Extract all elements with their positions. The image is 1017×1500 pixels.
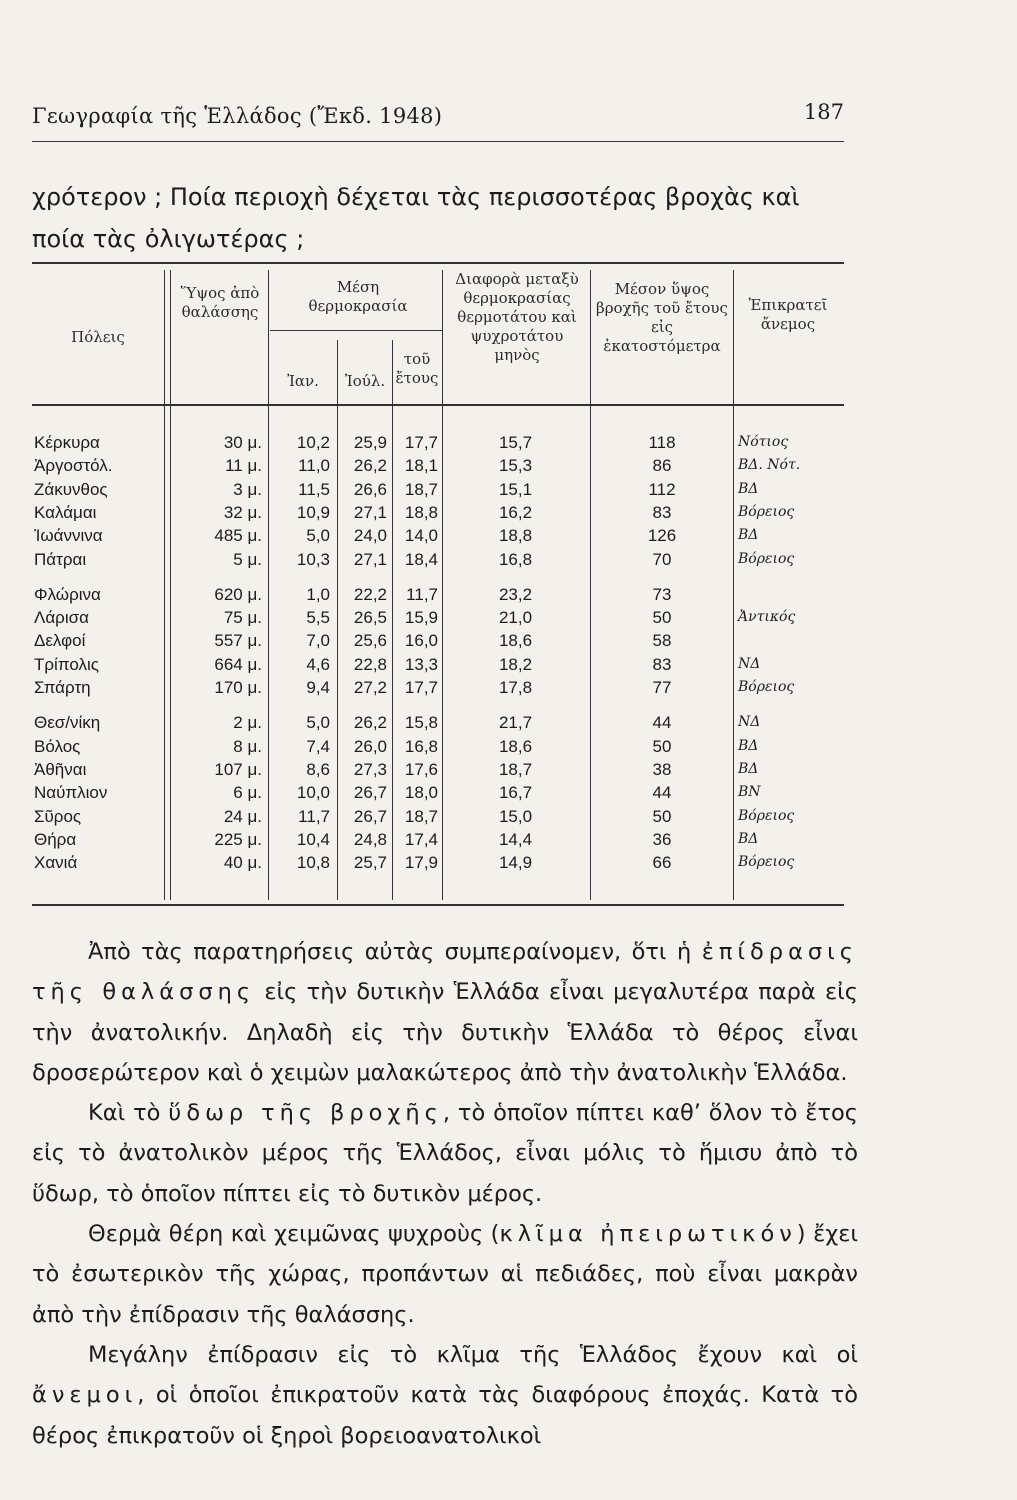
cell-wind: ΒΔ bbox=[738, 830, 759, 847]
col-divider-1b bbox=[170, 270, 171, 900]
cell-jul: 26,2 bbox=[353, 713, 387, 733]
cell-alt: 620 μ. bbox=[214, 584, 262, 604]
cell-diff: 14,9 bbox=[498, 853, 533, 873]
cell-rain: 66 bbox=[652, 853, 672, 873]
paragraph-2 bbox=[32, 1093, 858, 1214]
cell-jan: 7,4 bbox=[306, 736, 330, 756]
page-number: 187 bbox=[803, 100, 844, 124]
cell-year: 18,0 bbox=[404, 783, 438, 803]
cell-jul: 27,2 bbox=[353, 678, 387, 697]
cell-jul: 25,9 bbox=[353, 433, 387, 452]
cell-rain: 83 bbox=[652, 502, 672, 522]
cell-jul: 27,3 bbox=[353, 759, 387, 779]
cell-diff: 18,8 bbox=[498, 526, 533, 546]
cell-jan: 7,0 bbox=[306, 631, 330, 651]
col-divider-7 bbox=[733, 270, 734, 900]
cell-diff: 16,8 bbox=[498, 549, 533, 569]
cell-city: Ἰωάννινα bbox=[34, 526, 103, 546]
cell-wind: ΒΝ bbox=[738, 784, 761, 801]
cell-year: 16,8 bbox=[404, 736, 438, 756]
cell-alt: 2 μ. bbox=[233, 713, 262, 733]
cell-rain: 36 bbox=[652, 829, 672, 849]
cell-year: 18,1 bbox=[404, 456, 438, 476]
cell-diff: 18,6 bbox=[498, 736, 533, 756]
cell-wind: Βόρειος bbox=[738, 503, 795, 520]
cell-alt: 3 μ. bbox=[233, 479, 262, 499]
cell-jan: 10,0 bbox=[296, 783, 330, 803]
cell-diff: 15,7 bbox=[498, 433, 533, 452]
cell-wind: Βόρειος bbox=[738, 550, 795, 567]
cell-jul: 22,8 bbox=[353, 654, 387, 674]
cell-wind: Νότιος bbox=[738, 434, 789, 450]
header-wind: Ἐπικρατεῖ ἄνεμος bbox=[748, 296, 828, 333]
cell-diff: 17,8 bbox=[498, 678, 533, 697]
cell-alt: 5 μ. bbox=[233, 549, 262, 569]
cell-jan: 9,4 bbox=[306, 678, 330, 697]
cell-jan: 10,8 bbox=[296, 853, 330, 873]
cell-jul: 26,6 bbox=[353, 479, 387, 499]
header-cities: Πόλεις bbox=[71, 328, 125, 346]
cell-year: 15,8 bbox=[404, 713, 438, 733]
cell-city: Ναύπλιον bbox=[34, 783, 108, 803]
cell-jan: 10,9 bbox=[296, 502, 330, 522]
cell-diff: 18,2 bbox=[498, 654, 533, 674]
cell-city: Θήρα bbox=[34, 829, 77, 849]
cell-jan: 10,2 bbox=[296, 433, 330, 452]
header-year: τοῦ ἔτους bbox=[395, 350, 439, 387]
cell-jan: 5,0 bbox=[306, 526, 330, 546]
cell-city: Θεσ/νίκη bbox=[34, 713, 101, 733]
cell-jan: 10,4 bbox=[296, 829, 330, 849]
cell-city: Χανιά bbox=[34, 853, 78, 873]
cell-jul: 26,5 bbox=[353, 608, 387, 628]
cell-wind: ΒΔ bbox=[738, 760, 759, 777]
cell-wind: ΒΔ bbox=[738, 480, 759, 497]
cell-diff: 23,2 bbox=[498, 584, 533, 604]
cell-alt: 170 μ. bbox=[214, 678, 262, 697]
cell-diff: 18,6 bbox=[498, 631, 533, 651]
table-header-rule bbox=[32, 404, 844, 406]
intro-paragraph: χρότερον ; Ποία περιοχὴ δέχεται τὰς περισσοτέρας βροχὰς καὶ ποία τὰς ὀλιγωτέρας ; bbox=[32, 183, 800, 253]
mean-temp-subrule bbox=[270, 330, 442, 331]
cell-jan: 5,0 bbox=[306, 713, 330, 733]
cell-alt: 485 μ. bbox=[214, 526, 262, 546]
cell-year: 17,7 bbox=[404, 678, 438, 697]
cell-diff: 18,7 bbox=[498, 759, 533, 779]
cell-alt: 11 μ. bbox=[225, 456, 262, 476]
cell-wind: Ἀντικός bbox=[738, 609, 796, 626]
cell-wind: ΒΔ. Νότ. bbox=[738, 457, 801, 474]
cell-diff: 21,0 bbox=[498, 608, 533, 628]
cell-city: Σῦρος bbox=[34, 806, 82, 826]
cell-rain: 112 bbox=[648, 479, 676, 499]
cell-year: 15,9 bbox=[404, 608, 438, 628]
cell-alt: 6 μ. bbox=[233, 783, 262, 803]
cell-alt: 557 μ. bbox=[214, 631, 262, 651]
cell-jul: 27,1 bbox=[353, 502, 387, 522]
cell-year: 17,9 bbox=[404, 853, 438, 873]
cell-diff: 15,1 bbox=[498, 479, 533, 499]
cell-rain: 50 bbox=[652, 806, 672, 826]
cell-diff: 16,7 bbox=[498, 783, 533, 803]
cell-jan: 11,0 bbox=[298, 456, 330, 476]
paragraph-4-emphasis: ἄνεμοι bbox=[32, 1382, 138, 1409]
col-divider-5 bbox=[442, 270, 443, 900]
cell-jul: 27,1 bbox=[353, 549, 387, 569]
cell-alt: 32 μ. bbox=[223, 502, 262, 522]
cell-city: Καλάμαι bbox=[34, 502, 97, 522]
paragraph-1-text-cont: εἰς τὴν δυτικὴν Ἑλλάδα εἶναι μεγαλυτέρα παρὰ εἰς τὴν ἀνατολικήν. Δηλαδὴ εἰς τὴν δυτικὴν Ἑλλάδα τὸ θέρος εἶναι δροσερώτερον καὶ ὁ χειμὼν μαλακώτερος ἀπὸ τὴν ἀνατολικὴν Ἑλλάδα. bbox=[32, 979, 859, 1086]
col-divider-1 bbox=[164, 270, 165, 900]
paragraph-3-text-cont: ) ἔχει τὸ ἐσωτερικὸν τῆς χώρας, προπάντων αἱ πεδιάδες, ποὺ εἶναι μακρὰν ἀπὸ τὴν ἐπίδρασιν τῆς θαλάσσης. bbox=[32, 1221, 859, 1328]
cell-rain: 83 bbox=[652, 654, 672, 674]
cell-alt: 24 μ. bbox=[223, 806, 262, 826]
cell-jul: 25,7 bbox=[353, 853, 387, 873]
cell-city: Ζάκυνθος bbox=[34, 479, 108, 499]
header-mean-temp: Μέση θερμοκρασία bbox=[308, 278, 408, 315]
paragraph-1 bbox=[32, 932, 858, 1093]
header-rainfall: Μέσον ὕψος βροχῆς τοῦ ἔτους εἰς ἑκατοστόμετρα bbox=[596, 280, 728, 355]
cell-city: Πάτραι bbox=[34, 549, 87, 569]
cell-rain: 86 bbox=[652, 456, 672, 476]
paragraph-3-text: Θερμὰ θέρη καὶ χειμῶνας ψυχροὺς ( bbox=[88, 1221, 500, 1248]
paragraph-4 bbox=[32, 1335, 858, 1456]
cell-jul: 22,2 bbox=[353, 584, 387, 604]
cell-rain: 126 bbox=[647, 526, 677, 546]
cell-rain: 58 bbox=[652, 631, 672, 651]
col-divider-6 bbox=[590, 270, 591, 900]
cell-city: Βόλος bbox=[34, 736, 81, 756]
header-jul: Ἰούλ. bbox=[344, 372, 386, 390]
cell-jul: 26,0 bbox=[353, 736, 387, 756]
cell-year: 18,4 bbox=[404, 549, 438, 569]
cell-jan: 5,5 bbox=[306, 608, 330, 628]
cell-diff: 21,7 bbox=[498, 713, 533, 733]
paragraph-3-emphasis: κλῖμα ἠπειρωτικόν bbox=[499, 1221, 797, 1248]
running-title: Γεωγραφία τῆς Ἑλλάδος (Ἔκδ. 1948) bbox=[32, 104, 443, 128]
cell-jul: 26,7 bbox=[353, 783, 387, 803]
cell-year: 17,6 bbox=[404, 759, 438, 779]
cell-alt: 107 μ. bbox=[214, 759, 262, 779]
cell-jul: 24,8 bbox=[353, 829, 387, 849]
cell-rain: 38 bbox=[652, 759, 672, 779]
cell-rain: 50 bbox=[652, 608, 672, 628]
cell-diff: 15,3 bbox=[498, 456, 533, 476]
cell-alt: 75 μ. bbox=[223, 608, 262, 628]
cell-diff: 14,4 bbox=[498, 829, 533, 849]
header-altitude: Ὕψος ἀπὸ θαλάσσης bbox=[180, 284, 260, 321]
paragraph-2-emphasis: ὕδωρ τῆς βροχῆς bbox=[168, 1100, 443, 1127]
cell-year: 17,4 bbox=[404, 829, 438, 849]
cell-alt: 225 μ. bbox=[214, 829, 262, 849]
cell-year: 13,3 bbox=[404, 654, 438, 674]
cell-wind: Βόρειος bbox=[738, 807, 795, 824]
cell-jan: 1,0 bbox=[306, 584, 330, 604]
cell-city: Δελφοί bbox=[34, 631, 86, 651]
cell-jul: 26,7 bbox=[353, 806, 387, 826]
cell-diff: 15,0 bbox=[498, 806, 533, 826]
header-rule bbox=[32, 141, 844, 142]
cell-alt: 40 μ. bbox=[223, 853, 262, 873]
cell-wind: ΝΔ bbox=[738, 714, 761, 731]
cell-jul: 25,6 bbox=[353, 631, 387, 651]
cell-rain: 77 bbox=[652, 678, 672, 697]
cell-wind: ΝΔ bbox=[738, 655, 761, 672]
cell-city: Ἀργοστόλ. bbox=[34, 456, 113, 476]
cell-rain: 44 bbox=[652, 783, 672, 803]
cell-alt: 8 μ. bbox=[233, 736, 262, 756]
cell-year: 17,7 bbox=[404, 433, 438, 452]
cell-wind: Βόρειος bbox=[738, 854, 795, 871]
cell-jul: 24,0 bbox=[353, 526, 387, 546]
cell-city: Τρίπολις bbox=[34, 654, 99, 674]
cell-year: 11,7 bbox=[406, 584, 438, 604]
body-text bbox=[32, 932, 858, 1456]
cell-alt: 664 μ. bbox=[214, 654, 262, 674]
paragraph-4-text: Μεγάλην ἐπίδρασιν εἰς τὸ κλῖμα τῆς Ἑλλάδος ἔχουν καὶ οἱ bbox=[88, 1341, 858, 1368]
cell-diff: 16,2 bbox=[498, 502, 533, 522]
cell-rain: 118 bbox=[648, 433, 676, 452]
cell-city: Σπάρτη bbox=[34, 678, 91, 697]
paragraph-1-emphasis: ἐπίδρασις τῆς θαλάσσης bbox=[32, 939, 858, 1006]
cell-wind: Βόρειος bbox=[738, 679, 795, 695]
table-bottom-rule bbox=[32, 904, 844, 906]
paragraph-2-text-cont: , τὸ ὁποῖον πίπτει καθ’ ὅλον τὸ ἔτος εἰς τὸ ἀνατολικὸν μέρος τῆς Ἑλλάδος, εἶναι μόλις τὸ ἥμισυ ἀπὸ τὸ ὕδωρ, τὸ ὁποῖον πίπτει εἰς τὸ δυτικὸν μέρος. bbox=[32, 1100, 858, 1207]
cell-wind: ΒΔ bbox=[738, 527, 759, 544]
cell-year: 18,7 bbox=[404, 806, 438, 826]
cell-year: 14,0 bbox=[404, 526, 438, 546]
paragraph-1-text: Ἀπὸ τὰς παρατηρήσεις αὐτὰς συμπεραίνομεν, ὅτι ἡ bbox=[88, 939, 702, 965]
cell-alt: 30 μ. bbox=[223, 433, 262, 452]
col-divider-2 bbox=[268, 270, 269, 900]
paragraph-3 bbox=[32, 1214, 858, 1335]
header-jan: Ἰαν. bbox=[287, 372, 319, 390]
cell-jan: 8,6 bbox=[306, 759, 330, 779]
cell-city: Λάρισα bbox=[34, 608, 89, 628]
cell-year: 18,8 bbox=[404, 502, 438, 522]
cell-year: 16,0 bbox=[404, 631, 438, 651]
cell-year: 18,7 bbox=[404, 479, 438, 499]
cell-jan: 10,3 bbox=[296, 549, 330, 569]
paragraph-2-text: Καὶ τὸ bbox=[88, 1100, 169, 1127]
cell-jan: 11,5 bbox=[298, 479, 330, 499]
cell-rain: 70 bbox=[652, 549, 672, 569]
cell-rain: 44 bbox=[652, 713, 672, 733]
cell-jan: 11,7 bbox=[298, 806, 330, 826]
cell-jul: 26,2 bbox=[353, 456, 387, 476]
header-temp-diff: Διαφορὰ μεταξὺ θερμοκρασίας θερμοτάτου καὶ ψυχροτάτου μηνὸς bbox=[455, 270, 579, 364]
cell-jan: 4,6 bbox=[306, 654, 330, 674]
cell-rain: 50 bbox=[652, 736, 672, 756]
cell-wind: ΒΔ bbox=[738, 737, 759, 754]
table-top-rule bbox=[32, 262, 844, 264]
cell-rain: 73 bbox=[652, 584, 672, 604]
cell-city: Ἀθῆναι bbox=[34, 759, 87, 779]
running-header bbox=[32, 100, 844, 132]
cell-city: Κέρκυρα bbox=[34, 433, 100, 452]
paragraph-4-text-cont: , οἱ ὁποῖοι ἐπικρατοῦν κατὰ τὰς διαφόρους ἐποχάς. Κατὰ τὸ θέρος ἐπικρατοῦν οἱ ξηροὶ βορειοανατολικοὶ bbox=[32, 1382, 858, 1449]
cell-city: Φλώρινα bbox=[34, 584, 101, 604]
